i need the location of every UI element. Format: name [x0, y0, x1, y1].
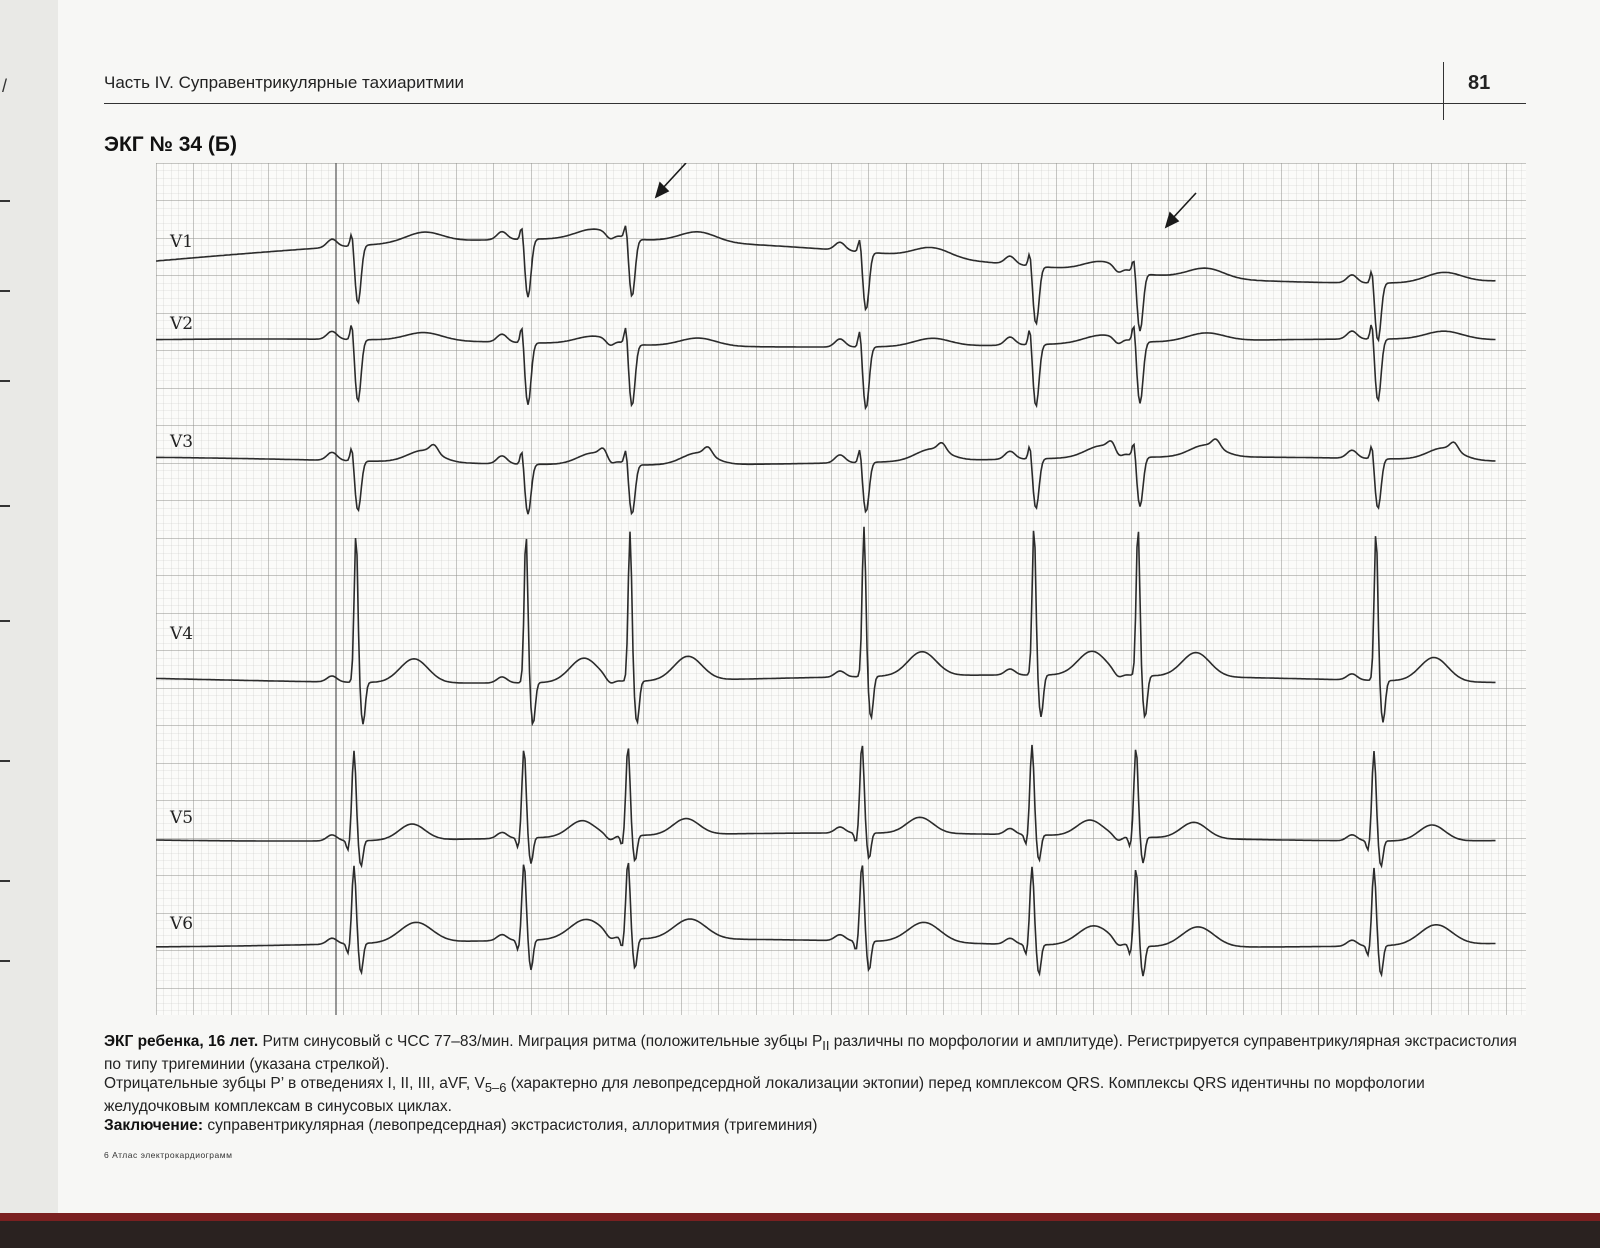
caption-text-2b: (характерно для левопредсердной локализации эктопии) перед комплексом QRS. Комплексы QRS идентичны по морфологии желудочковым комплексам в синусовых циклах. — [104, 1075, 1425, 1116]
caption-sub-1: II — [822, 1038, 830, 1054]
conclusion-text: суправентрикулярная (левопредсердная) экстрасистолия, аллоритмия (тригеминия) — [203, 1117, 818, 1135]
figure-caption — [104, 1032, 1528, 1135]
caption-text-1: Ритм синусовый с ЧСС 77–83/мин. Миграция ритма (положительные зубцы P — [258, 1033, 823, 1050]
header-rule — [104, 103, 1526, 104]
lead-label-v5: V5 — [170, 808, 194, 828]
caption-text-2: Отрицательные зубцы P’ в отведениях I, II, III, aVF, V — [104, 1075, 485, 1093]
lead-label-v1: V1 — [170, 232, 194, 252]
ecg-strip — [156, 163, 1526, 1015]
section-title: Часть IV. Суправентрикулярные тахиаритмии — [104, 73, 464, 92]
header-divider — [1443, 62, 1444, 120]
adjacent-page-glyph: / — [2, 76, 8, 96]
book-bottom-edge — [0, 1213, 1600, 1248]
lead-label-v6: V6 — [170, 914, 194, 934]
lead-label-v2: V2 — [170, 314, 194, 334]
caption-text-1b: различны по морфологии и амплитуде). Регистрируется суправентрикулярная экстрасистолия по типу тригеминии (указана стрелкой). — [104, 1033, 1517, 1074]
adjacent-page-edge — [0, 0, 59, 1248]
conclusion-label: Заключение: — [104, 1117, 204, 1135]
lead-label-v4: V4 — [170, 624, 194, 644]
page-footer: 6 Атлас электрокардиограмм — [104, 1150, 233, 1160]
lead-label-v3: V3 — [170, 432, 194, 452]
page-number: 81 — [1468, 72, 1491, 94]
caption-sub-2: 5–6 — [484, 1080, 507, 1096]
caption-bold-lead: ЭКГ ребенка, 16 лет. — [104, 1033, 259, 1050]
ecg-title: ЭКГ № 34 (Б) — [104, 133, 238, 156]
